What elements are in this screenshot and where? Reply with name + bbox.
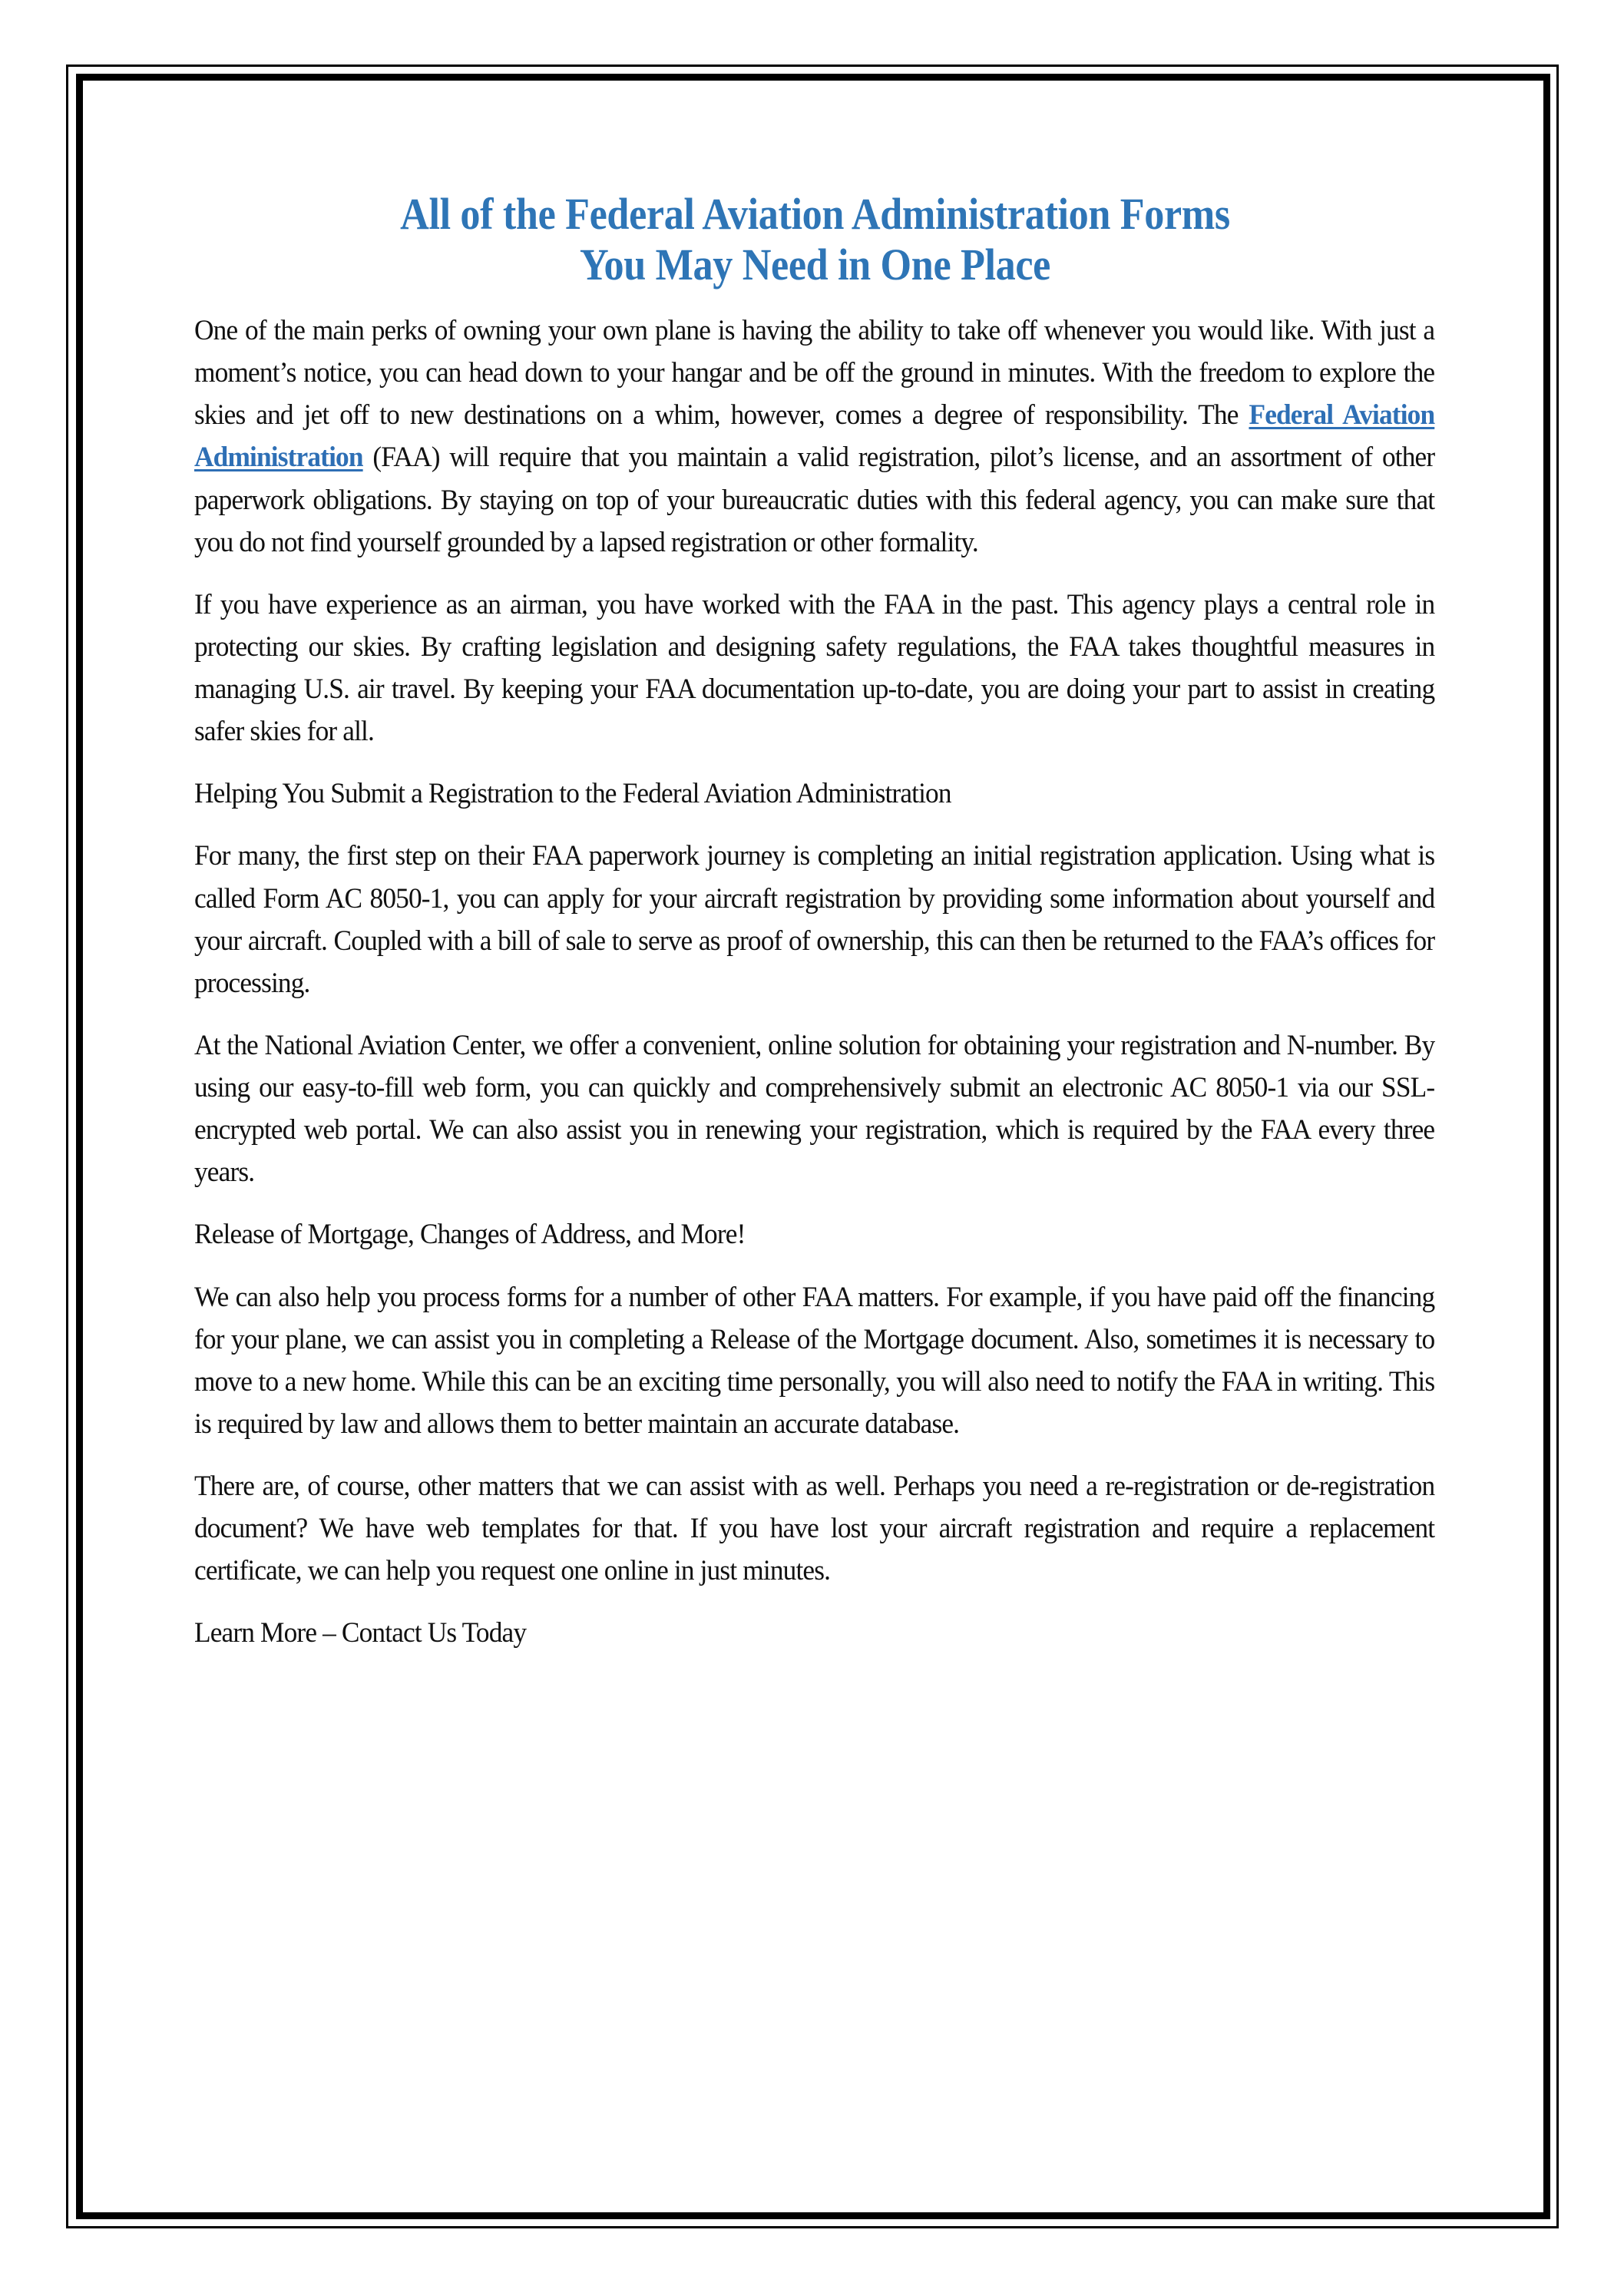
document-content (194, 189, 1436, 1655)
paragraph-3: For many, the first step on their FAA paperwork journey is completing an initial registration application. Using what is called Form AC 8050-1, you can apply for your aircraft registration by providing some information about yourself and your aircraft. Coupled with a bill of sale to serve as proof of ownership, this can then be returned to the FAA’s offices for processing. (194, 840, 1435, 999)
page-title-line-2: You May Need in One Place (579, 239, 1050, 289)
paragraph-4: At the National Aviation Center, we offer a convenient, online solution for obtaining your registration and N-number. By using our easy-to-fill web form, you can quickly and comprehensively submit an electronic AC 8050-1 via our SSL-encrypted web portal. We can also assist you in renewing your registration, which is required by the FAA every three years. (194, 1029, 1435, 1189)
page-title (256, 189, 1374, 289)
paragraph-6: There are, of course, other matters that we can assist with as well. Perhaps you need a re-registration or de-registration document? We have web templates for that. If you have lost your aircraft registration and require a replacement certificate, we can help you request one online in just minutes. (194, 1471, 1435, 1587)
paragraph-1 (194, 309, 1434, 564)
section-heading-registration: Helping You Submit a Registration to the Federal Aviation Administration (194, 778, 951, 810)
paragraph-5: We can also help you process forms for a number of other FAA matters. For example, if you have paid off the financing for your plane, we can assist you in completing a Release of the Mortgage document. Also, sometimes it is necessary to move to a new home. While this can be an exciting time personally, you will also need to notify the FAA in writing. This is required by law and allows them to better maintain an accurate database. (194, 1281, 1435, 1440)
document-body (194, 309, 1436, 1655)
closing-call-to-action: Learn More – Contact Us Today (194, 1617, 527, 1649)
paragraph-1-text-before-link: One of the main perks of owning your own plane is having the ability to take off whenever you would like. With just a moment’s notice, you can head down to your hangar and be off the ground in minutes. With the freedom to explore the skies and jet off to new destinations on a whim, however, comes a degree of responsibility. The (194, 315, 1435, 432)
section-heading-release-of-mortgage: Release of Mortgage, Changes of Address, and More! (194, 1219, 746, 1251)
paragraph-1-text-after-link: (FAA) will require that you maintain a valid registration, pilot’s license, and an assortment of other paperwork obligations. By staying on top of your bureaucratic duties with this federal agency, you can make sure that you do not find yourself grounded by a lapsed registration or other formality. (194, 442, 1435, 558)
federal-aviation-administration-link[interactable]: Federal Aviation Administration (194, 399, 1435, 474)
page-title-line-1: All of the Federal Aviation Administration Forms (400, 189, 1230, 239)
paragraph-2: If you have experience as an airman, you have worked with the FAA in the past. This agency plays a central role in protecting our skies. By crafting legislation and designing safety regulations, the FAA takes thoughtful measures in managing U.S. air travel. By keeping your FAA documentation up-to-date, you are doing your part to assist in creating safer skies for all. (194, 588, 1435, 748)
